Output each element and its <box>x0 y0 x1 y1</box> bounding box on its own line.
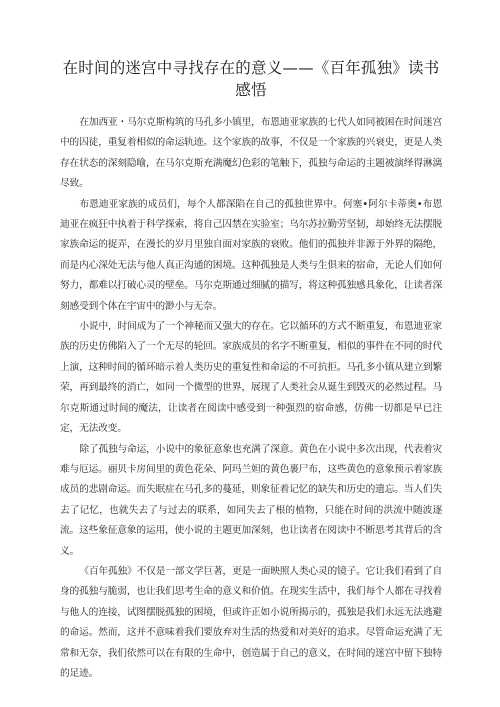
document-title: 在时间的迷宫中寻找存在的意义——《百年孤独》读书感悟 <box>62 59 440 99</box>
paragraph-2: 布恩迪亚家族的成员们，每个人都深陷在自己的孤独世界中。何塞•阿尔卡蒂奥•布恩迪亚在疯狂中执着于科学探索，将自己囚禁在实验室；乌尔苏拉勤劳坚韧，却始终无法摆脱家族命运的捉弄，在漫长的岁月里独自面对家族的衰败。他们的孤独并非源于外界的隔绝，而是内心深处无法与他人真正沟通的困境。这种孤独是人类与生俱来的宿命，无论人们如何努力，都难以打破心灵的壁垒。马尔克斯通过细腻的描写，将这种孤独感具象化，让读者深刻感受到个体在宇宙中的渺小与无奈。 <box>60 198 442 312</box>
paragraph-3: 小说中，时间成为了一个神秘而又强大的存在。它以循环的方式不断重复，布恩迪亚家族的历史仿佛陷入了一个无尽的轮回。家族成员的名字不断重复，相似的事件在不同的时代上演，这种时间的循环暗示着人类历史的重复性和命运的不可抗拒。马孔多小镇从建立到繁荣，再到最终的消亡，如同一个微型的世界，展现了人类社会从诞生到毁灭的必然过程。马尔克斯通过时间的魔法，让读者在阅读中感受到一种强烈的宿命感，仿佛一切都是早已注定，无法改变。 <box>60 321 442 435</box>
document-body <box>60 113 442 684</box>
paragraph-5: 《百年孤独》不仅是一部文学巨著，更是一面映照人类心灵的镜子。它让我们看到了自身的孤独与脆弱，也让我们思考生命的意义和价值。在现实生活中，我们每个人都在寻找着与他人的连接，试图摆脱孤独的困境，但或许正如小说所揭示的，孤独是我们永远无法逃避的命运。然而，这并不意味着我们要放弃对生活的热爱和对美好的追求。尽管命运充满了无常和无奈，我们依然可以在有限的生命中，创造属于自己的意义，在时间的迷宫中留下独特的足迹。 <box>60 565 442 679</box>
paragraph-1: 在加西亚・马尔克斯构筑的马孔多小镇里，布恩迪亚家族的七代人如同被困在时间迷宫中的囚徒，重复着相似的命运轨迹。这个家族的故事，不仅是一个家族的兴衰史，更是人类存在状态的深刻隐喻，在马尔克斯充满魔幻色彩的笔触下，孤独与命运的主题被演绎得淋漓尽致。 <box>60 117 442 190</box>
paragraph-4: 除了孤独与命运，小说中的象征意象也充满了深意。黄色在小说中多次出现，代表着灾难与厄运。丽贝卡房间里的黄色花朵、阿玛兰妲的黄色裹尸布，这些黄色的意象预示着家族成员的悲剧命运。而失眠症在马孔多的蔓延，则象征着记忆的缺失和历史的遗忘。当人们失去了记忆，也就失去了与过去的联系，如同失去了根的植物，只能在时间的洪流中随波逐流。这些象征意象的运用，使小说的主题更加深刻，也让读者在阅读中不断思考其背后的含义。 <box>60 443 442 557</box>
